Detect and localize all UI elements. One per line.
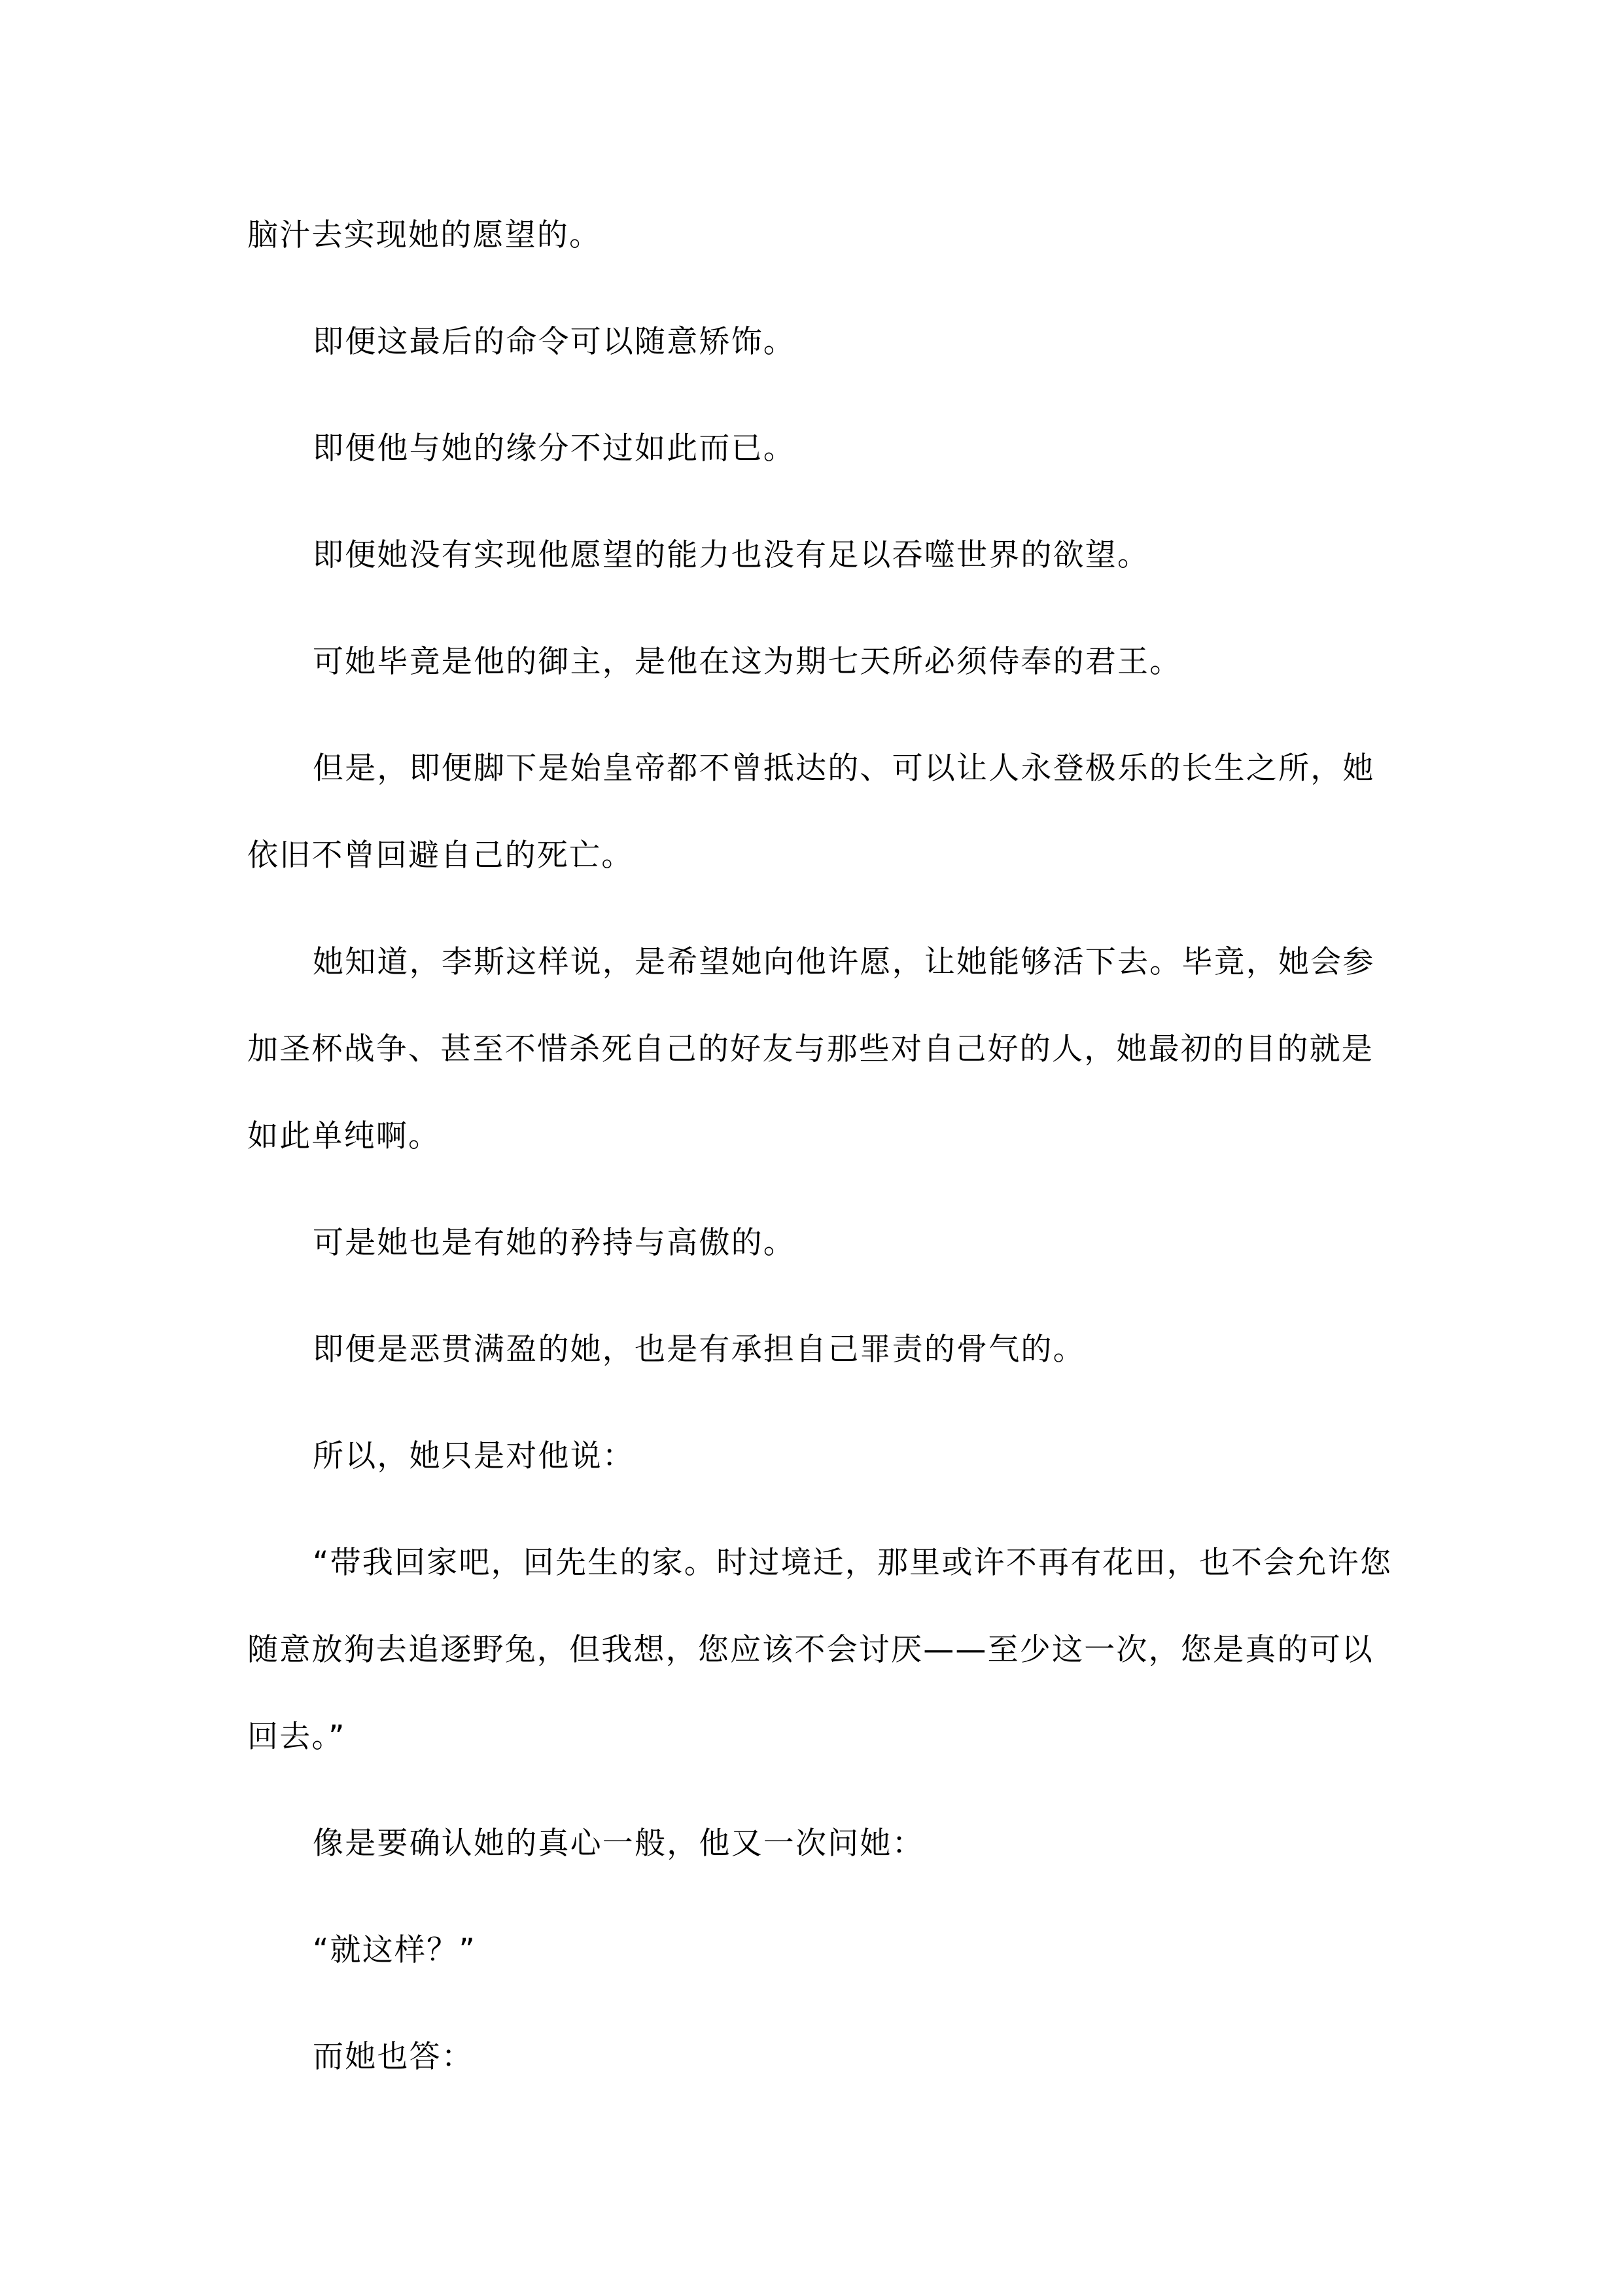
text-line: 如此单纯啊。 (247, 1118, 441, 1154)
text-line: 她知道，李斯这样说，是希望她向他许愿，让她能够活下去。毕竟，她会参 (313, 944, 1375, 980)
text-line: 即便他与她的缘分不过如此而已。 (313, 431, 795, 467)
text-line: 可她毕竟是他的御主，是他在这为期七天所必须侍奉的君王。 (313, 644, 1182, 680)
text-line: 随意放狗去追逐野兔，但我想，您应该不会讨厌——至少这一次，您是真的可以 (247, 1632, 1374, 1668)
text-line: 脑汁去实现她的愿望的。 (247, 217, 602, 253)
text-line: “带我回家吧，回先生的家。时过境迁，那里或许不再有花田，也不会允许您 (313, 1545, 1393, 1581)
text-line: 回去。” (247, 1719, 346, 1755)
text-line: “就这样？” (313, 1932, 476, 1968)
text-line: 而她也答： (313, 2039, 474, 2075)
text-line: 加圣杯战争、甚至不惜杀死自己的好友与那些对自己好的人，她最初的目的就是 (247, 1031, 1374, 1067)
text-line: 即便这最后的命令可以随意矫饰。 (313, 324, 795, 360)
text-line: 像是要确认她的真心一般，他又一次问她： (313, 1826, 924, 1862)
text-line: 依旧不曾回避自己的死亡。 (247, 838, 634, 874)
text-line: 即便是恶贯满盈的她，也是有承担自己罪责的骨气的。 (313, 1332, 1085, 1368)
text-line: 可是她也是有她的矜持与高傲的。 (313, 1225, 795, 1261)
text-line: 但是，即便脚下是始皇帝都不曾抵达的、可以让人永登极乐的长生之所，她 (313, 751, 1375, 786)
text-line: 即便她没有实现他愿望的能力也没有足以吞噬世界的欲望。 (313, 537, 1150, 573)
text-line: 所以，她只是对他说： (313, 1438, 635, 1474)
